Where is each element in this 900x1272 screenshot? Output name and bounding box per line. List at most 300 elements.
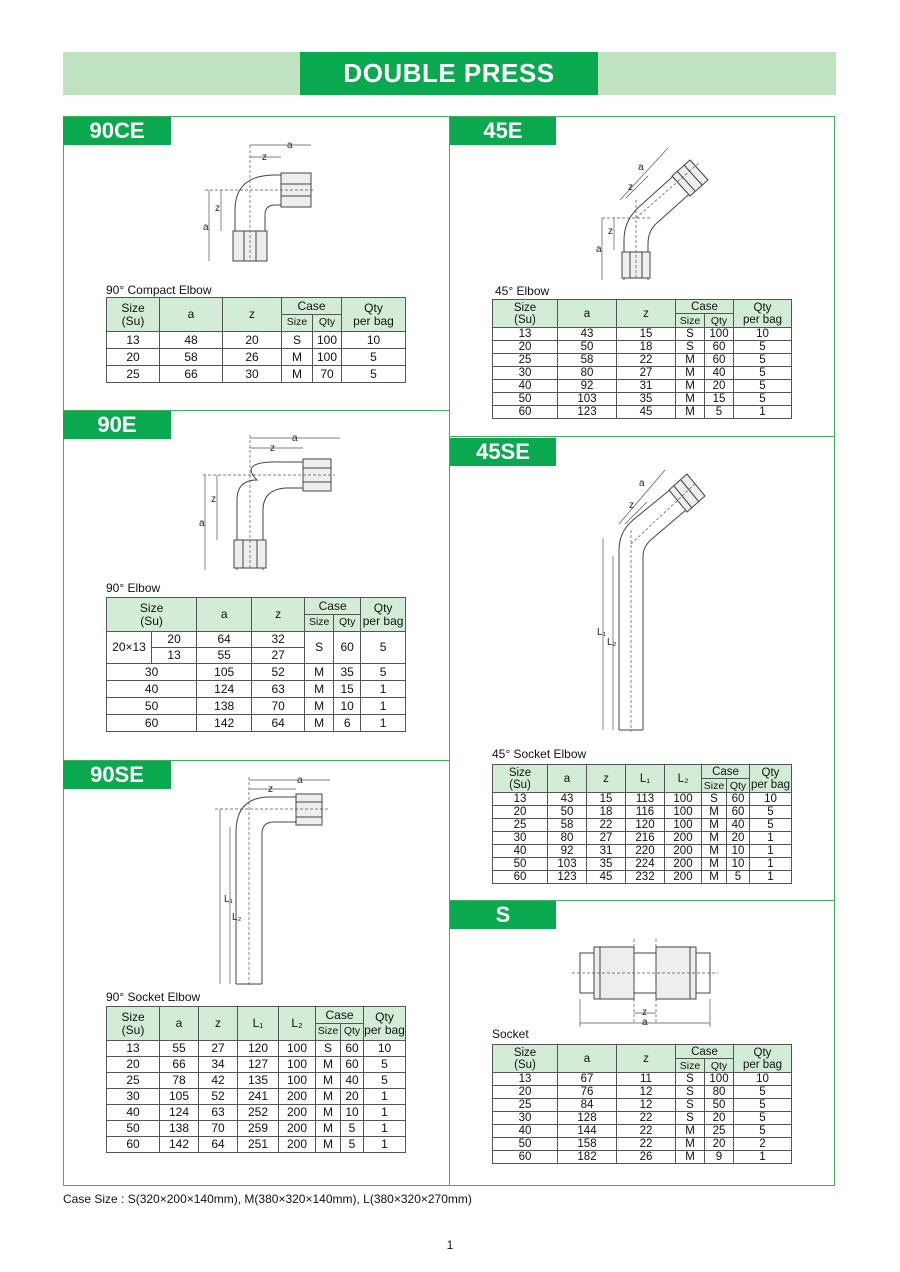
cell: 5 (734, 354, 792, 367)
table-row (107, 632, 406, 648)
th-z: z (617, 300, 676, 328)
dim-a-label-v: a (199, 518, 205, 529)
cell: 123 (558, 406, 617, 419)
th-a: a (558, 1045, 617, 1073)
cell: 50 (493, 393, 558, 406)
dim-l1-label: L₁ (224, 894, 233, 905)
cell: 100 (705, 328, 734, 341)
cell: 105 (197, 664, 252, 681)
cell: 42 (199, 1073, 238, 1089)
section-tag-90e: 90E (63, 411, 171, 439)
cell: 1 (364, 1137, 406, 1153)
cell: 116 (626, 806, 665, 819)
th-qty-per-bag: Qty per bag (364, 1007, 406, 1041)
cell: 64 (252, 715, 305, 732)
th-size: Size (Su) (493, 1045, 558, 1073)
cell: 80 (548, 832, 587, 845)
th-qty-per-bag: Qty per bag (750, 766, 790, 791)
cell: 30 (107, 1089, 160, 1105)
caption-45e: 45° Elbow (495, 284, 550, 298)
cell: 27 (587, 832, 626, 845)
th-case-qty: Qty (341, 1024, 364, 1041)
th-qty-per-bag: Qty per bag (734, 300, 792, 328)
cell: 158 (558, 1138, 617, 1151)
cell: 25 (705, 1125, 734, 1138)
cell: 120 (626, 819, 665, 832)
cell: 55 (197, 648, 252, 664)
th-case-qty: Qty (705, 1059, 734, 1073)
cell: 200 (279, 1121, 316, 1137)
section-tag-90ce: 90CE (63, 117, 171, 145)
cell: 60 (727, 806, 750, 819)
cell: 142 (160, 1137, 199, 1153)
cell: M (702, 871, 727, 884)
table-row (107, 1121, 406, 1137)
th-a: a (558, 300, 617, 328)
cell: 20 (705, 1138, 734, 1151)
table-row (493, 1073, 792, 1086)
cell: 5 (750, 819, 792, 832)
cell: 31 (587, 845, 626, 858)
cell: 25 (107, 366, 160, 383)
cell: 20 (152, 632, 197, 648)
th-case-qty: Qty (334, 615, 361, 632)
cell: S (676, 1086, 705, 1099)
th-case-size: Size (316, 1024, 341, 1041)
cell: 22 (617, 1125, 676, 1138)
cell-group-case-size: S (305, 632, 334, 664)
cell: 103 (548, 858, 587, 871)
table-row (493, 393, 792, 406)
th-l1: L₁ (238, 1007, 279, 1041)
cell: 10 (334, 698, 361, 715)
table-row (107, 698, 406, 715)
cell: 15 (334, 681, 361, 698)
cell: 200 (665, 845, 702, 858)
cell: M (702, 832, 727, 845)
cell: 20 (493, 1086, 558, 1099)
cell-group-case-qty: 60 (334, 632, 361, 664)
table-row (493, 819, 792, 832)
table-row (493, 1138, 792, 1151)
cell: 60 (705, 341, 734, 354)
cell: 9 (705, 1151, 734, 1164)
cell: 5 (734, 341, 792, 354)
cell: M (676, 1125, 705, 1138)
dim-a-label: a (297, 775, 303, 786)
th-a: a (548, 765, 587, 793)
cell: 5 (734, 1086, 792, 1099)
dim-a-label: a (638, 162, 644, 173)
cell: 58 (558, 354, 617, 367)
cell: M (676, 1151, 705, 1164)
cell: 5 (342, 349, 406, 366)
table-row (493, 1086, 792, 1099)
table-row (493, 1099, 792, 1112)
cell: S (676, 328, 705, 341)
table-row (107, 1137, 406, 1153)
cell: 22 (617, 1112, 676, 1125)
cell: 25 (493, 819, 548, 832)
cell: 50 (558, 341, 617, 354)
th-case: Case (316, 1007, 364, 1024)
table-row (493, 367, 792, 380)
table-row (493, 354, 792, 367)
th-case: Case (305, 598, 361, 615)
dim-a-label: a (292, 433, 298, 444)
caption-45se: 45° Socket Elbow (492, 747, 587, 761)
cell: 5 (341, 1137, 364, 1153)
cell: 100 (705, 1073, 734, 1086)
cell: M (702, 858, 727, 871)
table-90ce (106, 297, 406, 383)
drawing-45-elbow (590, 140, 720, 285)
cell: 5 (734, 380, 792, 393)
cell: 43 (548, 793, 587, 806)
tbody-45se (493, 793, 792, 884)
cell: 25 (493, 354, 558, 367)
cell: 5 (342, 366, 406, 383)
table-row (107, 332, 406, 349)
cell: 20 (727, 832, 750, 845)
cell: 40 (107, 1105, 160, 1121)
cell: 1 (361, 698, 406, 715)
cell: 124 (160, 1105, 199, 1121)
cell: 20 (107, 349, 160, 366)
cell: 55 (160, 1041, 199, 1057)
cell: M (702, 845, 727, 858)
cell: 25 (493, 1099, 558, 1112)
dim-z-label: z (270, 443, 275, 454)
cell: 6 (334, 715, 361, 732)
cell: 5 (361, 664, 406, 681)
tbody-90e (107, 632, 406, 664)
cell: 18 (617, 341, 676, 354)
table-s (492, 1044, 792, 1164)
cell: 2 (734, 1138, 792, 1151)
cell: 40 (107, 681, 197, 698)
cell: 144 (558, 1125, 617, 1138)
cell: 70 (199, 1121, 238, 1137)
cell: 45 (587, 871, 626, 884)
cell: 20 (223, 332, 282, 349)
cell: 15 (617, 328, 676, 341)
table-row (107, 1073, 406, 1089)
table-row (493, 806, 792, 819)
dim-a-label: a (642, 1017, 648, 1028)
cell: 13 (152, 648, 197, 664)
cell: 220 (626, 845, 665, 858)
table-row (493, 871, 792, 884)
th-z: z (199, 1007, 238, 1041)
table-row (493, 845, 792, 858)
cell: 5 (364, 1057, 406, 1073)
th-z: z (223, 298, 282, 332)
table-row (493, 328, 792, 341)
cell: 22 (617, 354, 676, 367)
cell: 80 (558, 367, 617, 380)
cell: 216 (626, 832, 665, 845)
th-size: Size (Su) (107, 1007, 160, 1041)
drawing-socket (570, 935, 720, 1030)
cell: 70 (252, 698, 305, 715)
th-z: z (252, 598, 305, 632)
cell: 1 (750, 858, 792, 871)
divider-45e-45se (449, 436, 835, 437)
cell: 1 (750, 832, 792, 845)
cell: 135 (238, 1073, 279, 1089)
cell: 35 (617, 393, 676, 406)
cell: 200 (279, 1137, 316, 1153)
cell: 50 (705, 1099, 734, 1112)
cell: 40 (493, 845, 548, 858)
cell: 67 (558, 1073, 617, 1086)
cell: 15 (587, 793, 626, 806)
dim-a-label: a (639, 478, 645, 489)
cell: M (676, 1138, 705, 1151)
table-row (107, 715, 406, 732)
th-size: Size (Su) (493, 765, 548, 793)
cell: 127 (238, 1057, 279, 1073)
cell: 40 (341, 1073, 364, 1089)
caption-s: Socket (492, 1027, 529, 1041)
table-row (493, 832, 792, 845)
dim-z-label: z (628, 182, 633, 193)
cell: 22 (617, 1138, 676, 1151)
table-row (107, 1041, 406, 1057)
cell: 5 (705, 406, 734, 419)
drawing-90-elbow (195, 430, 355, 575)
cell: S (676, 1112, 705, 1125)
cell: 35 (334, 664, 361, 681)
cell: 60 (705, 354, 734, 367)
cell: 12 (617, 1086, 676, 1099)
cell: M (316, 1089, 341, 1105)
cell: 138 (160, 1121, 199, 1137)
cell: S (676, 341, 705, 354)
cell: 10 (342, 332, 406, 349)
cell: 1 (750, 845, 792, 858)
dim-l1-label: L₁ (597, 627, 606, 638)
cell: 18 (587, 806, 626, 819)
cell: M (305, 681, 334, 698)
cell: 64 (199, 1137, 238, 1153)
cell: M (676, 393, 705, 406)
cell: 5 (341, 1121, 364, 1137)
cell: 5 (734, 1125, 792, 1138)
cell: 20 (705, 380, 734, 393)
cell: 10 (727, 845, 750, 858)
cell: 1 (734, 1151, 792, 1164)
cell: 32 (252, 632, 305, 648)
caption-90ce: 90° Compact Elbow (106, 283, 212, 297)
table-row (107, 366, 406, 383)
cell: 1 (361, 715, 406, 732)
cell: 128 (558, 1112, 617, 1125)
cell: 50 (493, 1138, 558, 1151)
cell: 25 (107, 1073, 160, 1089)
cell: 138 (197, 698, 252, 715)
cell: S (282, 332, 313, 349)
cell: 26 (223, 349, 282, 366)
cell: 48 (160, 332, 223, 349)
th-case-size: Size (676, 314, 705, 328)
th-l1: L₁ (626, 765, 665, 793)
cell: 100 (665, 806, 702, 819)
cell: 43 (558, 328, 617, 341)
cell: 251 (238, 1137, 279, 1153)
table-45se (492, 764, 792, 884)
cell: 34 (199, 1057, 238, 1073)
cell: 92 (548, 845, 587, 858)
cell-group-per-bag: 5 (361, 632, 406, 664)
table-row (493, 1151, 792, 1164)
cell: M (316, 1105, 341, 1121)
dim-z-label: z (268, 784, 273, 795)
cell: 60 (493, 871, 548, 884)
cell: 103 (558, 393, 617, 406)
cell: 31 (617, 380, 676, 393)
cell: 20 (705, 1112, 734, 1125)
cell: M (316, 1057, 341, 1073)
th-case-qty: Qty (705, 314, 734, 328)
drawing-90-socket-elbow (210, 772, 340, 990)
cell: 13 (107, 1041, 160, 1057)
cell: 100 (313, 332, 342, 349)
dim-z-label-v: z (608, 226, 613, 237)
th-a: a (160, 298, 223, 332)
cell: 60 (341, 1041, 364, 1057)
cell: 52 (199, 1089, 238, 1105)
th-case-size: Size (305, 615, 334, 632)
page-title: DOUBLE PRESS (300, 52, 598, 95)
cell: 60 (727, 793, 750, 806)
cell: 200 (279, 1089, 316, 1105)
table-row (493, 1125, 792, 1138)
cell: 45 (617, 406, 676, 419)
cell: M (316, 1137, 341, 1153)
dim-l2-label: L₂ (607, 637, 617, 648)
cell: 40 (727, 819, 750, 832)
th-a: a (197, 598, 252, 632)
dim-a-label: a (287, 140, 293, 151)
table-row (107, 1105, 406, 1121)
cell: S (702, 793, 727, 806)
cell: 100 (313, 349, 342, 366)
cell: 26 (617, 1151, 676, 1164)
table-90e (106, 597, 406, 732)
cell: 10 (750, 793, 792, 806)
cell: 70 (313, 366, 342, 383)
th-case-size: Size (702, 779, 727, 793)
cell: 142 (197, 715, 252, 732)
cell: 100 (665, 819, 702, 832)
caption-90e: 90° Elbow (106, 581, 161, 595)
table-row (493, 341, 792, 354)
cell: 50 (107, 698, 197, 715)
cell: M (676, 406, 705, 419)
th-case-size: Size (676, 1059, 705, 1073)
cell: 20 (493, 341, 558, 354)
cell: 200 (665, 832, 702, 845)
cell: 60 (107, 715, 197, 732)
cell: 1 (364, 1105, 406, 1121)
cell: 50 (548, 806, 587, 819)
cell: 13 (107, 332, 160, 349)
cell: M (702, 806, 727, 819)
cell: 100 (665, 793, 702, 806)
section-tag-s: S (450, 901, 556, 929)
drawing-45-socket-elbow (585, 460, 725, 740)
cell: 66 (160, 366, 223, 383)
table-row (493, 380, 792, 393)
cell: M (305, 664, 334, 681)
cell: 58 (160, 349, 223, 366)
cell: 13 (493, 1073, 558, 1086)
dim-a-label-v: a (203, 222, 209, 233)
cell: 13 (493, 793, 548, 806)
th-qty-per-bag: Qty per bag (734, 1045, 792, 1073)
cell: M (316, 1121, 341, 1137)
cell: 78 (160, 1073, 199, 1089)
cell: 30 (223, 366, 282, 383)
cell: 40 (493, 380, 558, 393)
dim-l2-label: L₂ (232, 912, 242, 923)
dim-a-label-v: a (596, 244, 602, 255)
th-qty-per-bag: Qty per bag (361, 598, 406, 632)
cell: M (282, 366, 313, 383)
cell: 84 (558, 1099, 617, 1112)
cell: 20 (493, 806, 548, 819)
table-row (493, 793, 792, 806)
drawing-90-compact-elbow (195, 135, 330, 270)
cell: 27 (199, 1041, 238, 1057)
cell: 259 (238, 1121, 279, 1137)
cell: 80 (705, 1086, 734, 1099)
dim-z-label: z (642, 1007, 647, 1018)
th-z: z (587, 765, 626, 793)
section-tag-45e: 45E (450, 117, 556, 145)
cell: 252 (238, 1105, 279, 1121)
table-row (107, 681, 406, 698)
table-row (493, 858, 792, 871)
cell: M (676, 354, 705, 367)
cell: 13 (493, 328, 558, 341)
cell: 40 (705, 367, 734, 380)
th-z: z (617, 1045, 676, 1073)
th-size: Size (Su) (107, 298, 160, 332)
cell: 1 (734, 406, 792, 419)
cell: 60 (341, 1057, 364, 1073)
dim-z-label: z (262, 152, 267, 163)
cell: 1 (361, 681, 406, 698)
cell: M (702, 819, 727, 832)
th-size: Size (Su) (107, 598, 197, 632)
th-a: a (160, 1007, 199, 1041)
cell: 100 (279, 1073, 316, 1089)
cell: 5 (364, 1073, 406, 1089)
tbody-90e-rest (107, 664, 406, 732)
th-qty-per-bag: Qty per bag (342, 298, 406, 332)
cell: 30 (493, 832, 548, 845)
cell: M (676, 380, 705, 393)
cell: 27 (252, 648, 305, 664)
cell: 5 (734, 1099, 792, 1112)
cell: 10 (727, 858, 750, 871)
cell: 27 (617, 367, 676, 380)
cell: 5 (727, 871, 750, 884)
cell: 200 (279, 1105, 316, 1121)
